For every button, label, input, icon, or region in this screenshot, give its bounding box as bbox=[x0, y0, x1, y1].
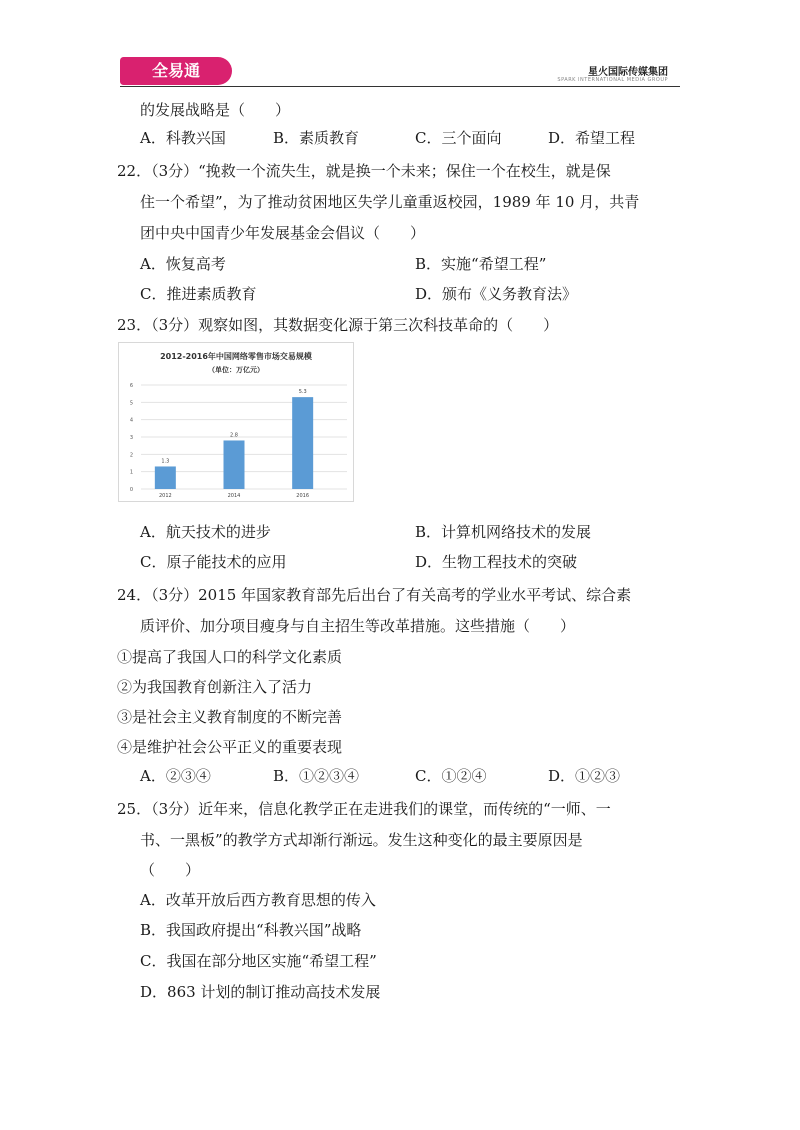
q25-stem-line-2: 书、一黑板”的教学方式却渐行渐远。发生这种变化的最主要原因是 bbox=[140, 831, 583, 849]
header-divider bbox=[120, 86, 680, 87]
chart-y-tick-label: 1 bbox=[129, 469, 133, 476]
q21-stem-tail: 的发展战略是（ ） bbox=[140, 101, 291, 119]
q25-option-c: C．我国在部分地区实施“希望工程” bbox=[140, 952, 377, 970]
q25-option-d: D．863 计划的制订推动高技术发展 bbox=[140, 983, 381, 1001]
q21-option-c: C．三个面向 bbox=[415, 129, 502, 147]
chart-y-tick-label: 5 bbox=[129, 400, 133, 407]
q24-statement-4: ④是维护社会公平正义的重要表现 bbox=[117, 738, 343, 756]
company-name: 星火国际传媒集团 bbox=[588, 67, 668, 78]
q24-stem-line-1: 24．（3分）2015 年国家教育部先后出台了有关高考的学业水平考试、综合素 bbox=[117, 586, 632, 604]
chart-bar bbox=[224, 440, 245, 489]
chart-plot-area bbox=[130, 383, 347, 499]
q22-option-c: C．推进素质教育 bbox=[140, 285, 257, 303]
q24-option-d: D．①②③ bbox=[548, 767, 621, 785]
q24-option-b: B．①②③④ bbox=[273, 767, 360, 785]
q24-option-c: C．①②④ bbox=[415, 767, 487, 785]
q23-stem: 23．（3分）观察如图，其数据变化源于第三次科技革命的（ ） bbox=[117, 316, 559, 334]
q24-statement-1: ①提高了我国人口的科学文化素质 bbox=[117, 648, 343, 666]
chart-y-tick-label: 2 bbox=[129, 452, 133, 459]
chart-y-tick-label: 6 bbox=[129, 383, 133, 389]
company-subtitle: SPARK INTERNATIONAL MEDIA GROUP bbox=[557, 77, 668, 83]
q25-stem-line-1: 25．（3分）近年来，信息化教学正在走进我们的课堂，而传统的“一师、一 bbox=[117, 800, 611, 818]
q24-option-a: A．②③④ bbox=[140, 767, 211, 785]
q23-option-a: A．航天技术的进步 bbox=[140, 523, 271, 541]
chart-title: 2012-2016年中国网络零售市场交易规模 bbox=[160, 352, 312, 361]
q22-option-d: D．颁布《义务教育法》 bbox=[415, 285, 578, 303]
chart-bar bbox=[155, 466, 176, 489]
chart-subtitle: （单位：万亿元） bbox=[208, 366, 264, 374]
q22-option-a: A．恢复高考 bbox=[140, 255, 226, 273]
chart-canvas bbox=[119, 343, 353, 501]
chart-bar bbox=[292, 397, 313, 489]
q22-stem-line-1: 22．（3分）“挽救一个流失生，就是换一个未来；保住一个在校生，就是保 bbox=[117, 162, 611, 180]
q25-stem-line-3: （ ） bbox=[140, 861, 201, 879]
chart-x-tick-label: 2014 bbox=[227, 493, 241, 499]
q23-option-b: B．计算机网络技术的发展 bbox=[415, 523, 592, 541]
q24-statement-3: ③是社会主义教育制度的不断完善 bbox=[117, 708, 343, 726]
chart-y-tick-label: 0 bbox=[129, 487, 133, 493]
q21-option-b: B．素质教育 bbox=[273, 129, 360, 147]
chart-data-label: 2.8 bbox=[230, 432, 238, 439]
q24-statement-2: ②为我国教育创新注入了活力 bbox=[117, 678, 313, 696]
brand-logo: 全易通 bbox=[120, 57, 232, 85]
chart-x-tick-label: 2016 bbox=[296, 493, 310, 499]
chart-data-label: 1.3 bbox=[161, 458, 170, 465]
q22-stem-line-3: 团中央中国青少年发展基金会倡议（ ） bbox=[140, 224, 426, 242]
chart-y-tick-label: 4 bbox=[129, 417, 133, 424]
q24-stem-line-2: 质评价、加分项目瘦身与自主招生等改革措施。这些措施（ ） bbox=[140, 617, 576, 635]
page-header bbox=[120, 55, 680, 87]
q25-option-b: B．我国政府提出“科教兴国”战略 bbox=[140, 921, 362, 939]
q23-option-c: C．原子能技术的应用 bbox=[140, 553, 287, 571]
chart-data-label: 5.3 bbox=[298, 389, 307, 396]
q23-option-d: D．生物工程技术的突破 bbox=[415, 553, 578, 571]
chart-y-tick-label: 3 bbox=[129, 435, 133, 441]
q22-option-b: B．实施“希望工程” bbox=[415, 255, 547, 273]
q21-option-a: A．科教兴国 bbox=[140, 129, 226, 147]
q25-option-a: A．改革开放后西方教育思想的传入 bbox=[140, 891, 376, 909]
chart-x-tick-label: 2012 bbox=[158, 493, 172, 499]
q21-option-d: D．希望工程 bbox=[548, 129, 636, 147]
q22-stem-line-2: 住一个希望”，为了推动贫困地区失学儿童重返校园，1989 年 10 月，共青 bbox=[140, 193, 640, 211]
bar-chart bbox=[118, 342, 354, 502]
